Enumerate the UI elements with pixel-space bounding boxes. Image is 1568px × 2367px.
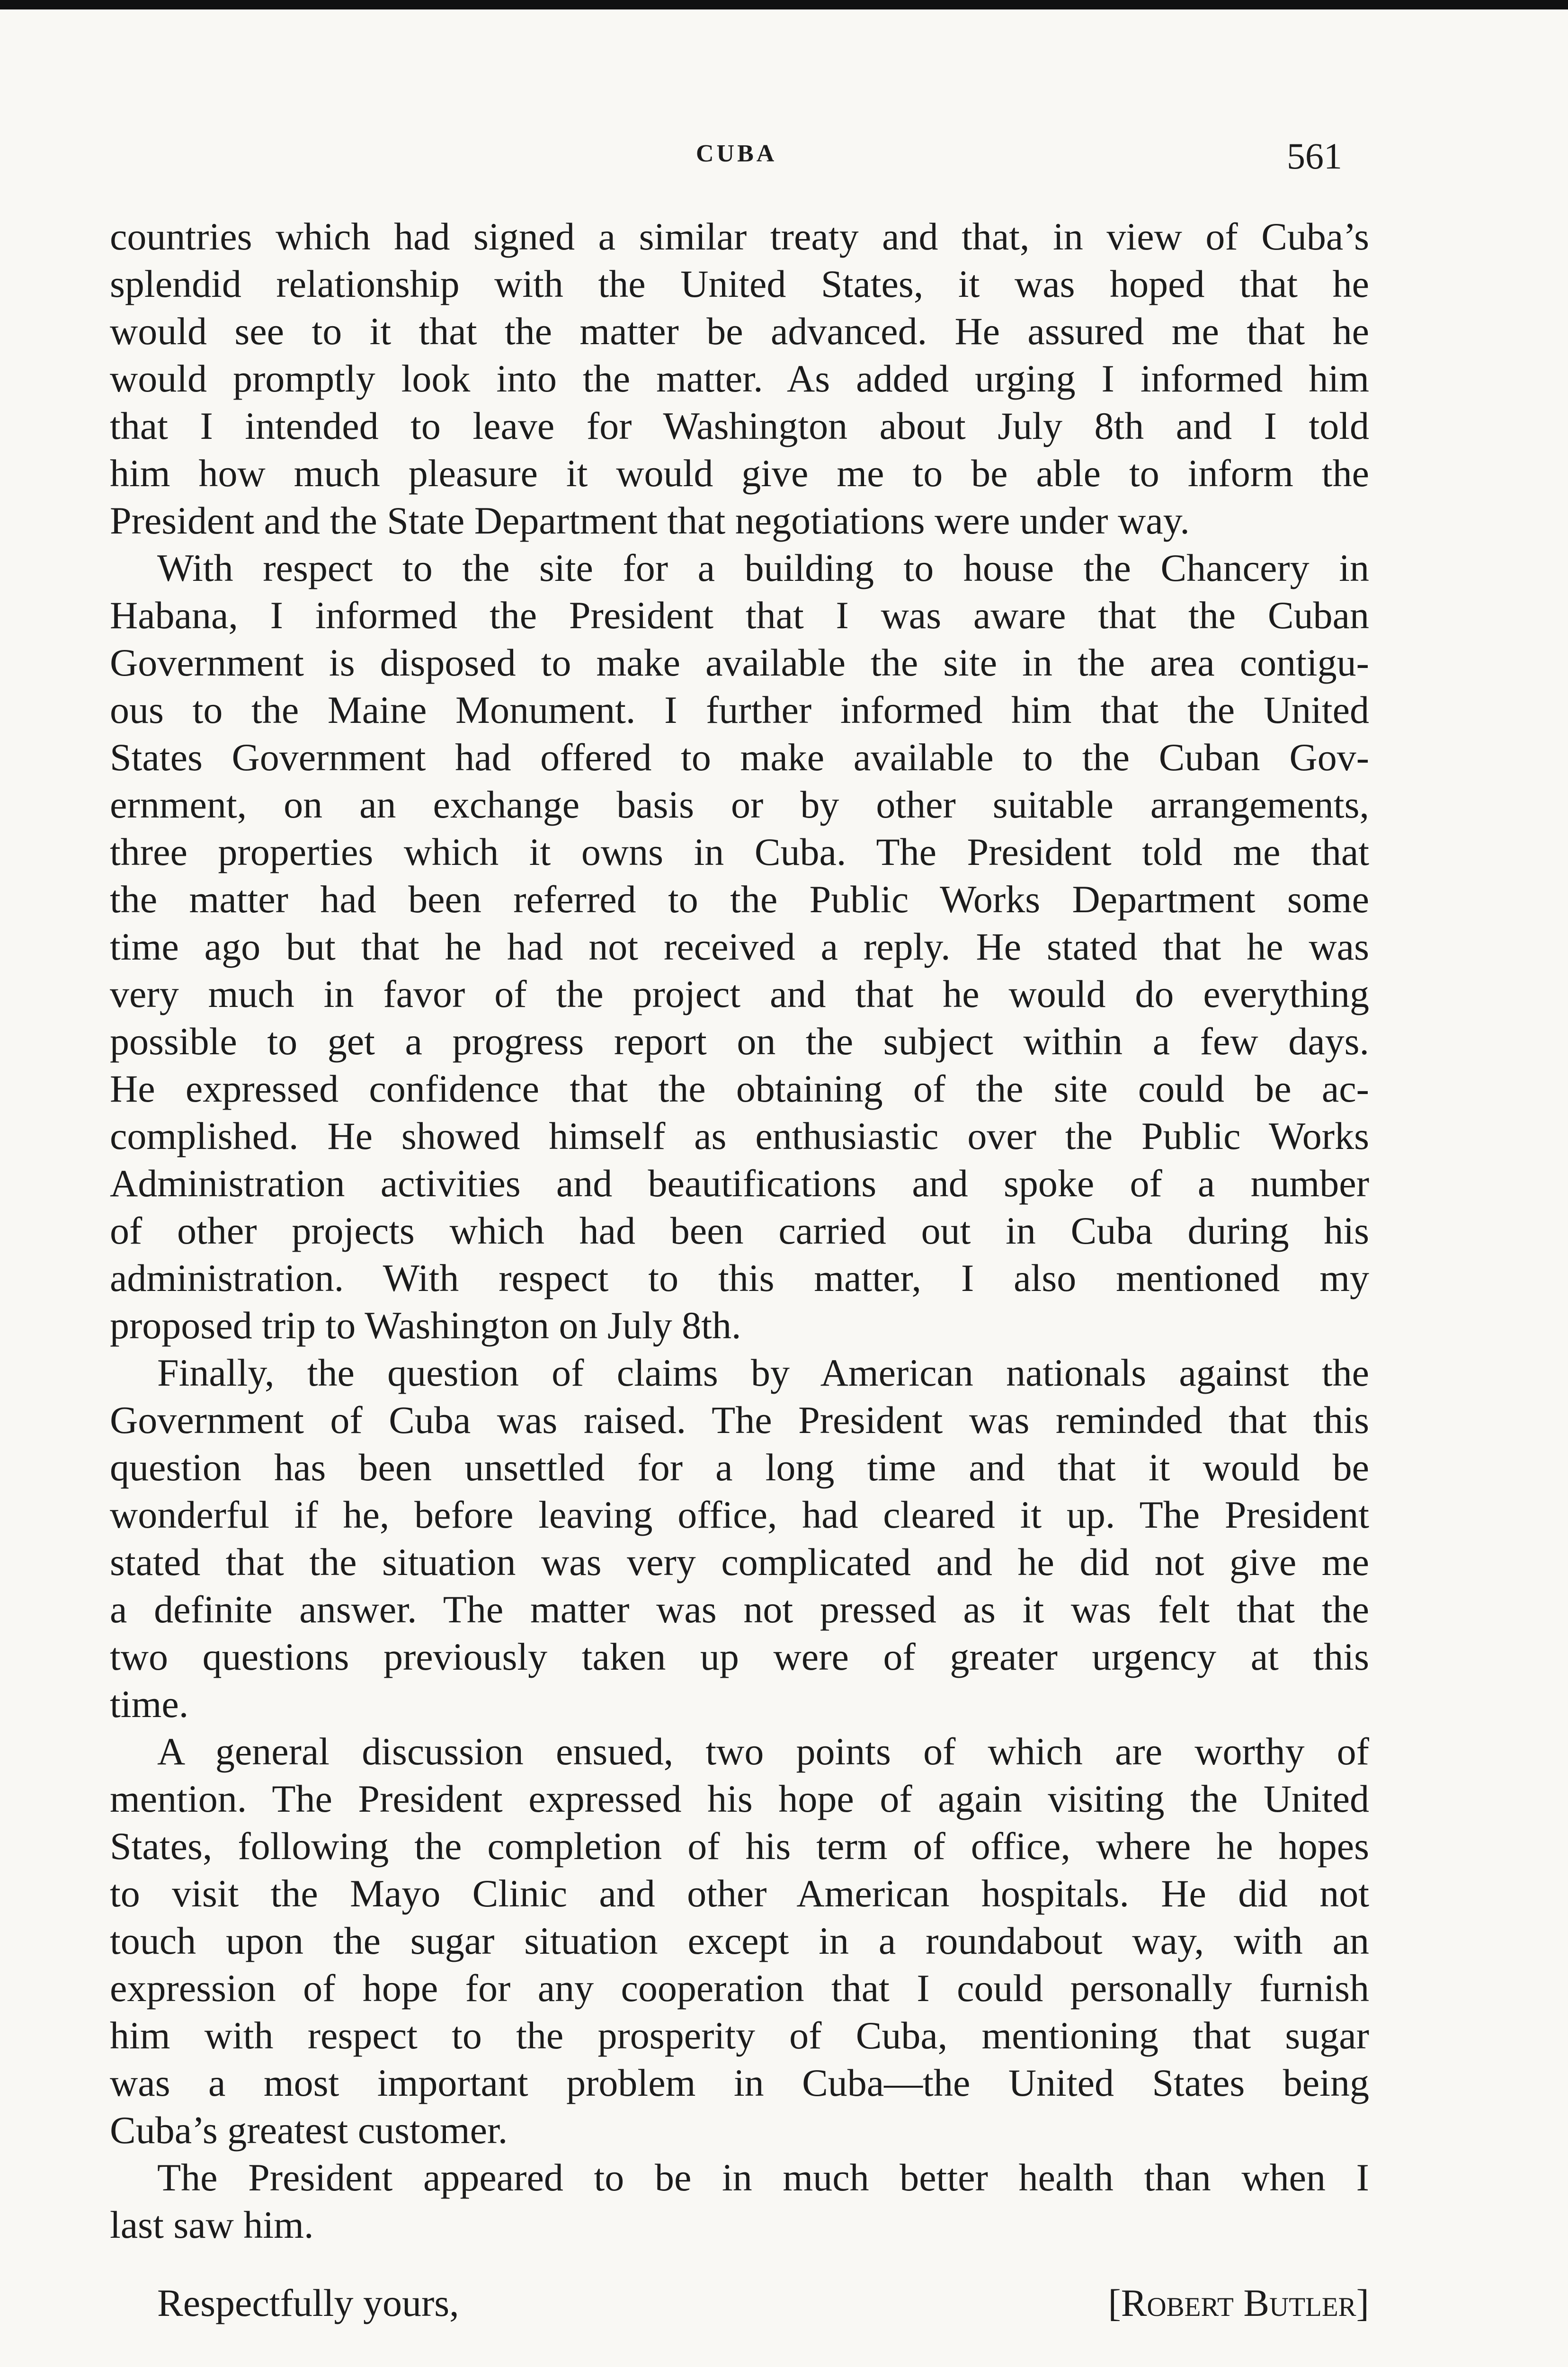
text-line: Government of Cuba was raised. The President was reminded that this	[110, 1398, 1369, 1442]
text-line: President and the State Department that negotiations were under way.	[110, 499, 1190, 542]
text-line: time ago but that he had not received a reply. He stated that he was	[110, 925, 1369, 968]
text-line: Cuba’s greatest customer.	[110, 2109, 508, 2152]
paragraph-first-line: The President appeared to be in much better health than when I	[157, 2156, 1369, 2199]
text-line: He expressed confidence that the obtaining of the site could be ac-	[110, 1067, 1369, 1110]
text-line: was a most important problem in Cuba—the United States being	[110, 2061, 1369, 2104]
signature: [Robert Butler]	[1108, 2281, 1369, 2324]
text-line: possible to get a progress report on the subject within a few days.	[110, 1020, 1369, 1063]
paragraph-first-line: A general discussion ensued, two points of which are worthy of	[157, 1730, 1369, 1773]
text-line: ernment, on an exchange basis or by other suitable arrangements,	[110, 783, 1369, 826]
text-line: very much in favor of the project and that he would do everything	[110, 972, 1369, 1015]
text-line: two questions previously taken up were of greater urgency at this	[110, 1635, 1369, 1678]
text-line: countries which had signed a similar treaty and that, in view of Cuba’s	[110, 215, 1369, 258]
running-head	[0, 135, 1568, 177]
text-line: Government is disposed to make available the site in the area contigu-	[110, 641, 1369, 684]
text-line: expression of hope for any cooperation that I could personally furnish	[110, 1967, 1369, 2010]
text-line: mention. The President expressed his hope of again visiting the United	[110, 1777, 1369, 1820]
text-line: of other projects which had been carried out in Cuba during his	[110, 1209, 1369, 1252]
text-line: Administration activities and beautifications and spoke of a number	[110, 1162, 1369, 1205]
text-line: wonderful if he, before leaving office, had cleared it up. The President	[110, 1493, 1369, 1536]
letter-body	[110, 213, 1369, 2249]
text-line: the matter had been referred to the Public Works Department some	[110, 878, 1369, 921]
text-line: him with respect to the prosperity of Cuba, mentioning that sugar	[110, 2014, 1369, 2057]
text-line: him how much pleasure it would give me to be able to inform the	[110, 452, 1369, 495]
paragraph-first-line: With respect to the site for a building to house the Chancery in	[157, 546, 1369, 589]
letter-closing	[110, 2279, 1369, 2327]
text-line: would promptly look into the matter. As added urging I informed him	[110, 357, 1369, 400]
complimentary-close: Respectfully yours,	[157, 2281, 459, 2324]
text-line: complished. He showed himself as enthusiastic over the Public Works	[110, 1114, 1369, 1157]
running-title: CUBA	[696, 140, 777, 167]
top-edge-rule	[0, 0, 1568, 9]
text-line: Habana, I informed the President that I was aware that the Cuban	[110, 594, 1369, 637]
text-line: touch upon the sugar situation except in a roundabout way, with an	[110, 1919, 1369, 1962]
text-line: three properties which it owns in Cuba. The President told me that	[110, 830, 1369, 873]
text-line: to visit the Mayo Clinic and other American hospitals. He did not	[110, 1872, 1369, 1915]
text-line: stated that the situation was very complicated and he did not give me	[110, 1540, 1369, 1584]
text-line: ous to the Maine Monument. I further informed him that the United	[110, 688, 1369, 731]
text-line: time.	[110, 1682, 189, 1726]
text-line: would see to it that the matter be advanced. He assured me that he	[110, 310, 1369, 353]
text-line: splendid relationship with the United States, it was hoped that he	[110, 262, 1369, 305]
text-line: States Government had offered to make available to the Cuban Gov-	[110, 736, 1369, 779]
text-line: administration. With respect to this matter, I also mentioned my	[110, 1256, 1369, 1299]
text-line: question has been unsettled for a long time and that it would be	[110, 1446, 1369, 1489]
paragraph-first-line: Finally, the question of claims by American nationals against the	[157, 1351, 1369, 1394]
text-line: proposed trip to Washington on July 8th.	[110, 1304, 741, 1347]
page-number: 561	[1287, 135, 1342, 177]
text-line: States, following the completion of his term of office, where he hopes	[110, 1824, 1369, 1868]
text-line: a definite answer. The matter was not pressed as it was felt that the	[110, 1588, 1369, 1631]
text-line: that I intended to leave for Washington about July 8th and I told	[110, 404, 1369, 447]
text-line: last saw him.	[110, 2203, 314, 2246]
